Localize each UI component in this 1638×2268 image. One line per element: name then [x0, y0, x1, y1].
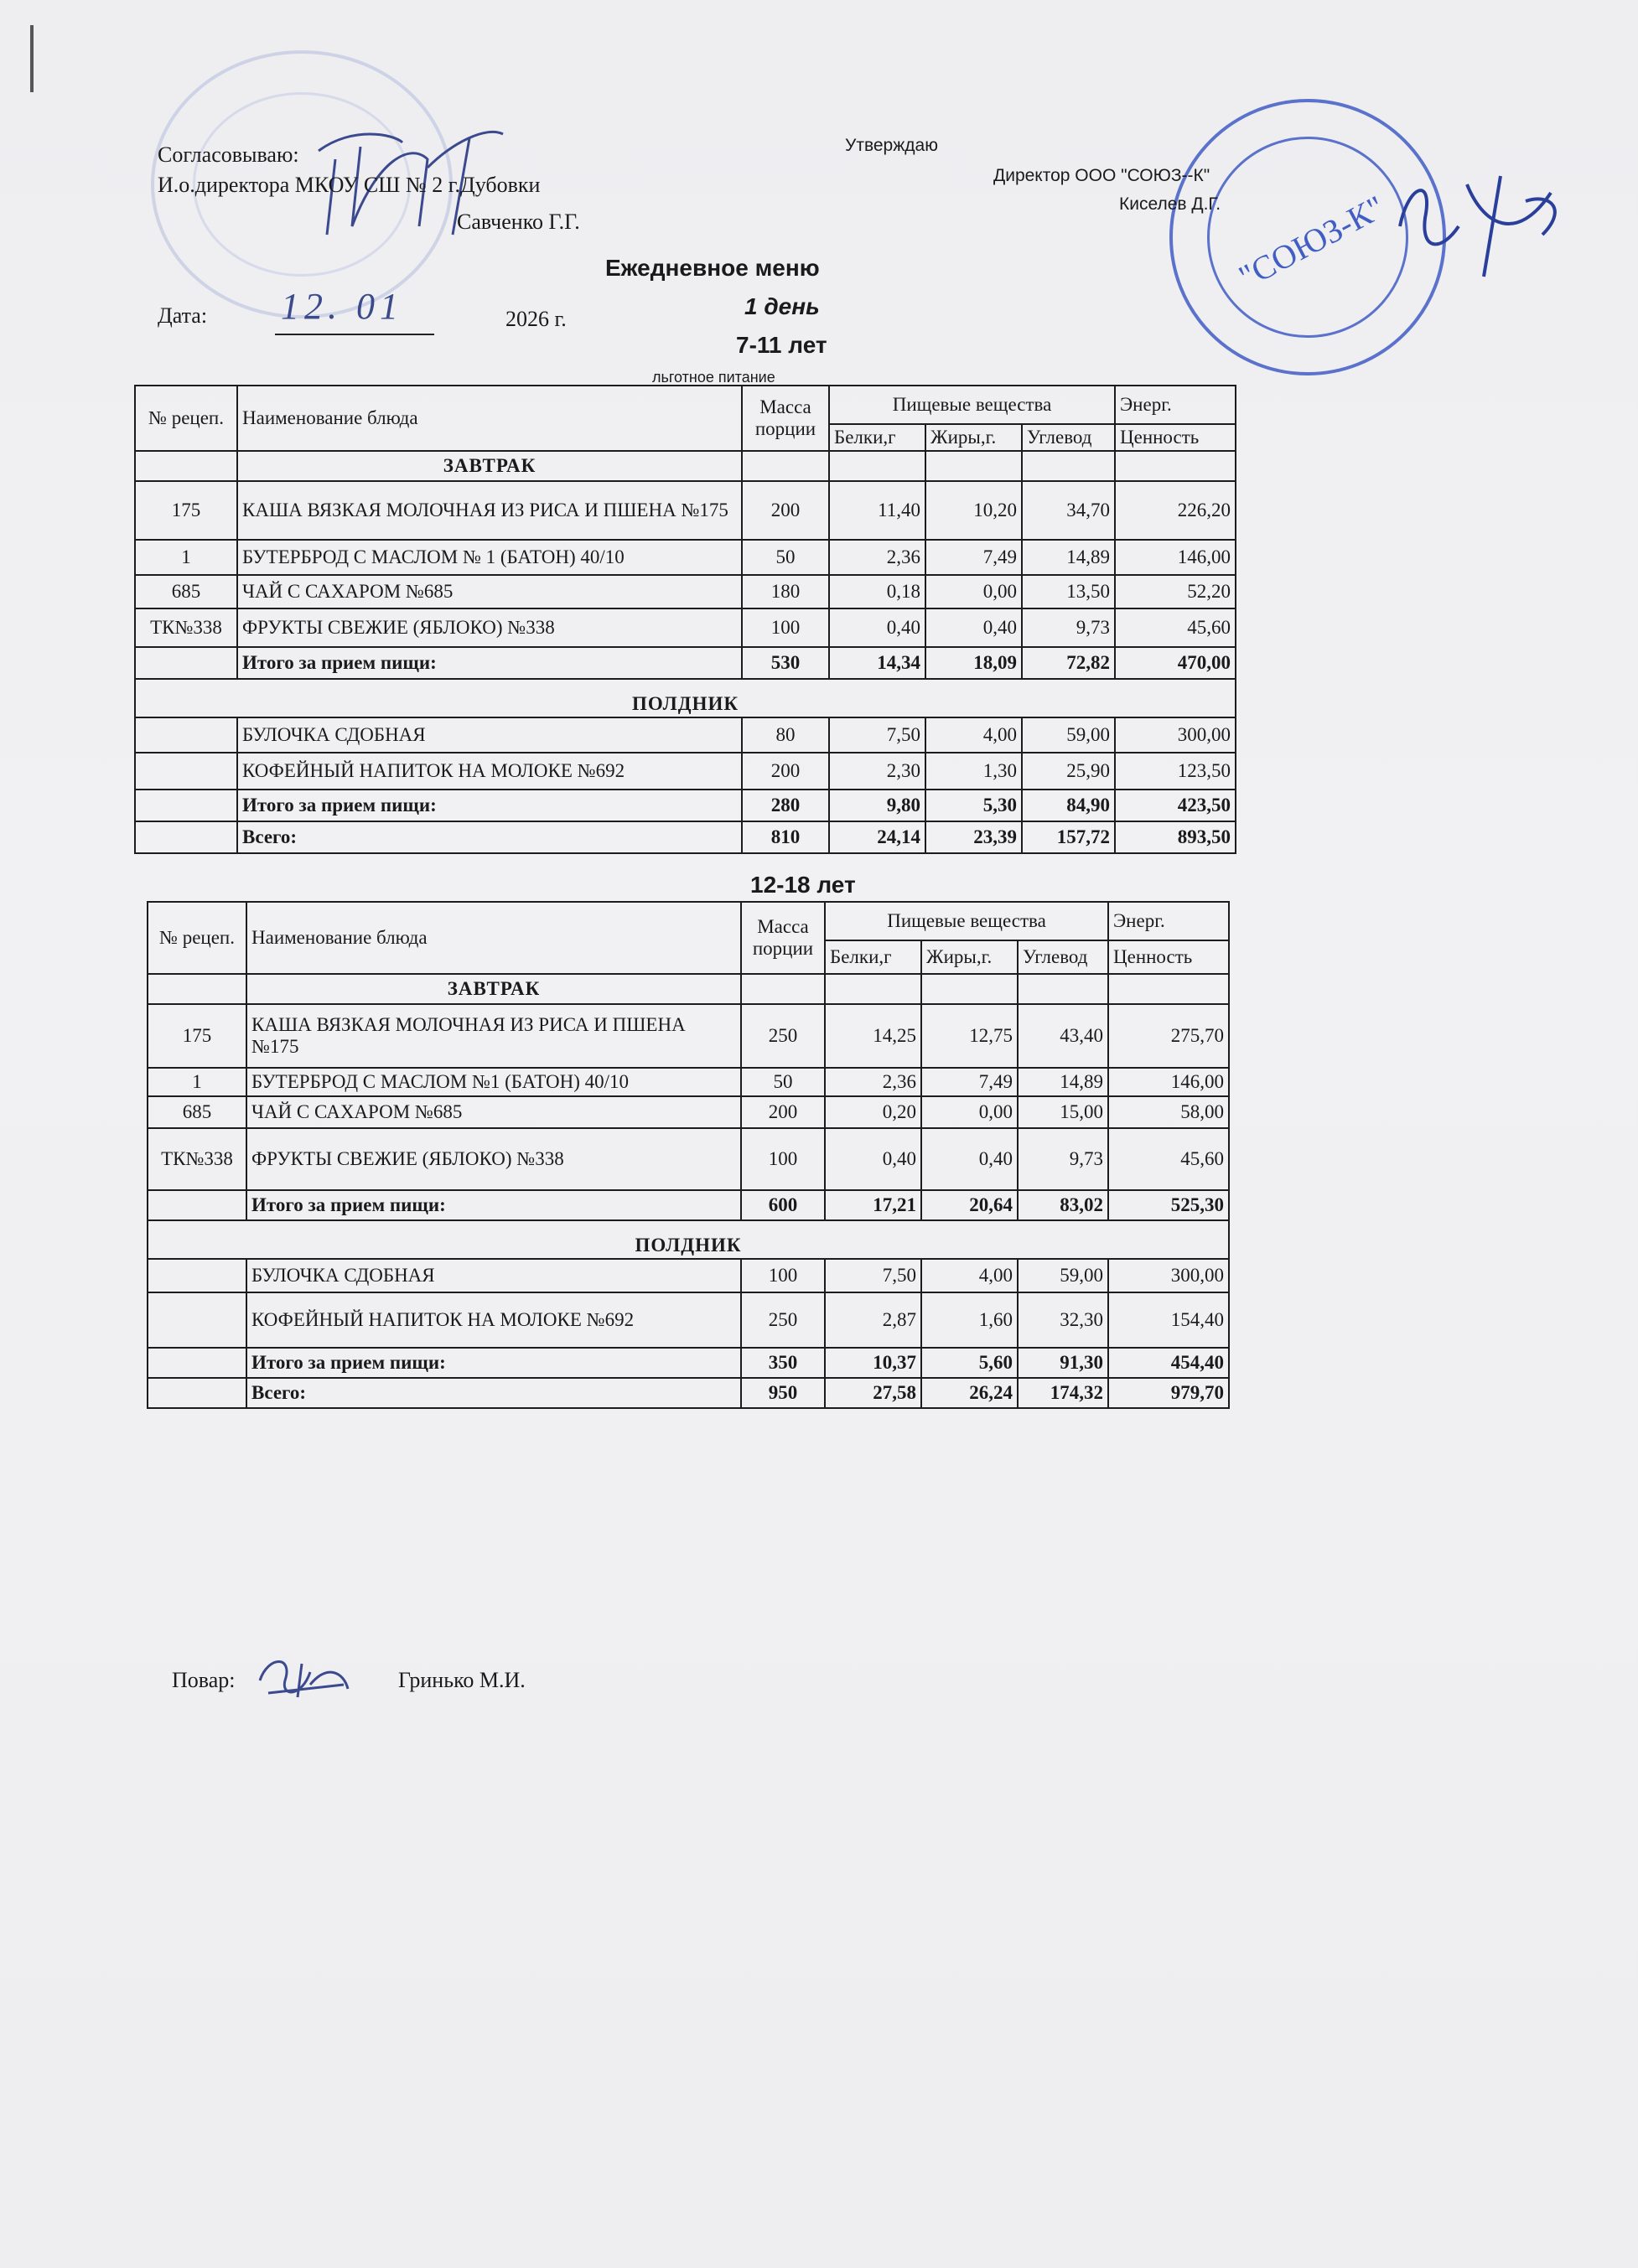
header-energy-bottom: Ценность [1115, 424, 1236, 451]
dish-name: БУЛОЧКА СДОБНАЯ [237, 717, 742, 753]
subtotal-energy: 454,40 [1108, 1348, 1229, 1378]
dish-mass: 50 [742, 540, 829, 575]
grand-total-carbs: 174,32 [1018, 1378, 1108, 1408]
dish-mass: 200 [742, 481, 829, 540]
cook-name: Гринько М.И. [398, 1668, 526, 1692]
subtotal-carbs: 91,30 [1018, 1348, 1108, 1378]
dish-name: КАША ВЯЗКАЯ МОЛОЧНАЯ ИЗ РИСА И ПШЕНА №175 [237, 481, 742, 540]
dish-mass: 100 [741, 1128, 825, 1190]
subtotal-row [148, 1190, 1229, 1220]
subtotal-label: Итого за прием пищи: [237, 790, 742, 821]
subtotal-fat: 5,30 [925, 790, 1022, 821]
grand-total-protein: 27,58 [825, 1378, 921, 1408]
section-title-snack: ПОЛДНИК [135, 679, 1236, 717]
recipe-number: 175 [148, 1004, 246, 1068]
grand-total-fat: 23,39 [925, 821, 1022, 853]
subtotal-protein: 14,34 [829, 647, 925, 679]
dish-name: ЧАЙ С САХАРОМ №685 [246, 1096, 741, 1128]
document-title: Ежедневное меню [605, 255, 820, 281]
table-row [135, 575, 1236, 608]
grand-total-label: Всего: [246, 1378, 741, 1408]
table-row [148, 1259, 1229, 1292]
dish-fat: 1,30 [925, 753, 1022, 790]
dish-mass: 80 [742, 717, 829, 753]
grand-total-row [148, 1378, 1229, 1408]
dish-name: БУТЕРБРОД С МАСЛОМ №1 (БАТОН) 40/10 [246, 1068, 741, 1096]
subtotal-carbs: 83,02 [1018, 1190, 1108, 1220]
subtotal-fat: 20,64 [921, 1190, 1018, 1220]
dish-energy: 146,00 [1108, 1068, 1229, 1096]
dish-mass: 200 [741, 1096, 825, 1128]
recipe-number: 1 [148, 1068, 246, 1096]
grand-total-protein: 24,14 [829, 821, 925, 853]
date-underline [275, 334, 434, 335]
dish-mass: 50 [741, 1068, 825, 1096]
dish-fat: 1,60 [921, 1292, 1018, 1348]
dish-mass: 100 [741, 1259, 825, 1292]
dish-name: ФРУКТЫ СВЕЖИЕ (ЯБЛОКО) №338 [246, 1128, 741, 1190]
table-row [148, 1292, 1229, 1348]
dish-carbs: 9,73 [1018, 1128, 1108, 1190]
dish-carbs: 14,89 [1022, 540, 1115, 575]
dish-carbs: 59,00 [1022, 717, 1115, 753]
header-energy-bottom: Ценность [1108, 940, 1229, 974]
recipe-number: ТК№338 [148, 1128, 246, 1190]
dish-protein: 0,20 [825, 1096, 921, 1128]
subtotal-fat: 18,09 [925, 647, 1022, 679]
age-group-2: 12-18 лет [750, 872, 856, 898]
subtotal-protein: 17,21 [825, 1190, 921, 1220]
date-label: Дата: [158, 303, 208, 328]
approve-label: Утверждаю [845, 136, 938, 155]
approve-signature [1383, 159, 1576, 285]
dish-fat: 0,40 [921, 1128, 1018, 1190]
table-row [148, 1128, 1229, 1190]
menu-table-12-18 [147, 901, 1230, 1409]
subtotal-label: Итого за прием пищи: [237, 647, 742, 679]
subtotal-protein: 10,37 [825, 1348, 921, 1378]
age-group-1: 7-11 лет [736, 332, 827, 358]
header-carbs: Углевод [1022, 424, 1115, 451]
recipe-number [148, 1292, 246, 1348]
section-row-snack [148, 1220, 1229, 1259]
header-protein: Белки,г [829, 424, 925, 451]
dish-protein: 11,40 [829, 481, 925, 540]
recipe-number: 685 [148, 1096, 246, 1128]
dish-protein: 2,30 [829, 753, 925, 790]
subtotal-mass: 530 [742, 647, 829, 679]
dish-energy: 52,20 [1115, 575, 1236, 608]
dish-name: БУЛОЧКА СДОБНАЯ [246, 1259, 741, 1292]
section-row-breakfast [135, 451, 1236, 481]
section-title-breakfast: ЗАВТРАК [237, 451, 742, 481]
subtotal-carbs: 84,90 [1022, 790, 1115, 821]
recipe-number: 685 [135, 575, 237, 608]
dish-carbs: 9,73 [1022, 608, 1115, 647]
header-energy-top: Энерг. [1115, 386, 1236, 424]
grand-total-energy: 979,70 [1108, 1378, 1229, 1408]
recipe-number [148, 1259, 246, 1292]
header-fat: Жиры,г. [925, 424, 1022, 451]
recipe-number [135, 753, 237, 790]
grand-total-carbs: 157,72 [1022, 821, 1115, 853]
dish-energy: 146,00 [1115, 540, 1236, 575]
grand-total-energy: 893,50 [1115, 821, 1236, 853]
table-row [148, 1096, 1229, 1128]
subtotal-mass: 280 [742, 790, 829, 821]
table-row [148, 1068, 1229, 1096]
header-carbs: Углевод [1018, 940, 1108, 974]
table1-subtitle: льготное питание [652, 369, 775, 386]
recipe-number [135, 717, 237, 753]
agree-position: И.о.директора МКОУ СШ № 2 г.Дубовки [158, 173, 541, 197]
section-title-snack: ПОЛДНИК [148, 1220, 1229, 1259]
subtotal-mass: 350 [741, 1348, 825, 1378]
header-mass: Масса порции [741, 902, 825, 974]
subtotal-row [148, 1348, 1229, 1378]
dish-protein: 2,36 [829, 540, 925, 575]
header-nutrients: Пищевые вещества [825, 902, 1108, 940]
dish-carbs: 25,90 [1022, 753, 1115, 790]
subtotal-label: Итого за прием пищи: [246, 1190, 741, 1220]
day-label: 1 день [744, 293, 820, 319]
dish-fat: 7,49 [925, 540, 1022, 575]
dish-fat: 4,00 [925, 717, 1022, 753]
section-row-snack [135, 679, 1236, 717]
dish-fat: 12,75 [921, 1004, 1018, 1068]
company-stamp-text: "СОЮЗ-К" [1232, 188, 1391, 296]
dish-fat: 0,00 [925, 575, 1022, 608]
grand-total-mass: 950 [741, 1378, 825, 1408]
dish-mass: 200 [742, 753, 829, 790]
dish-name: КАША ВЯЗКАЯ МОЛОЧНАЯ ИЗ РИСА И ПШЕНА №175 [246, 1004, 741, 1068]
header-dish: Наименование блюда [237, 386, 742, 451]
subtotal-carbs: 72,82 [1022, 647, 1115, 679]
table-row [135, 608, 1236, 647]
header-recipe: № рецеп. [148, 902, 246, 974]
recipe-number: ТК№338 [135, 608, 237, 647]
menu-table-7-11 [134, 385, 1236, 854]
subtotal-mass: 600 [741, 1190, 825, 1220]
subtotal-energy: 525,30 [1108, 1190, 1229, 1220]
dish-carbs: 59,00 [1018, 1259, 1108, 1292]
dish-energy: 45,60 [1115, 608, 1236, 647]
dish-carbs: 32,30 [1018, 1292, 1108, 1348]
subtotal-label: Итого за прием пищи: [246, 1348, 741, 1378]
cook-signature [251, 1647, 352, 1706]
year-label: 2026 г. [505, 307, 567, 331]
page-edge-mark [30, 25, 34, 92]
agree-label: Согласовываю: [158, 142, 299, 167]
dish-fat: 4,00 [921, 1259, 1018, 1292]
dish-energy: 45,60 [1108, 1128, 1229, 1190]
dish-fat: 10,20 [925, 481, 1022, 540]
dish-protein: 14,25 [825, 1004, 921, 1068]
section-row-breakfast [148, 974, 1229, 1004]
subtotal-energy: 470,00 [1115, 647, 1236, 679]
dish-carbs: 34,70 [1022, 481, 1115, 540]
table-row [148, 1004, 1229, 1068]
dish-protein: 0,40 [829, 608, 925, 647]
dish-energy: 226,20 [1115, 481, 1236, 540]
header-protein: Белки,г [825, 940, 921, 974]
dish-protein: 7,50 [825, 1259, 921, 1292]
table-header-row [135, 386, 1236, 424]
dish-energy: 300,00 [1108, 1259, 1229, 1292]
header-energy-top: Энерг. [1108, 902, 1229, 940]
dish-protein: 7,50 [829, 717, 925, 753]
recipe-number: 1 [135, 540, 237, 575]
subtotal-energy: 423,50 [1115, 790, 1236, 821]
dish-fat: 0,00 [921, 1096, 1018, 1128]
section-title-breakfast: ЗАВТРАК [246, 974, 741, 1004]
header-mass: Масса порции [742, 386, 829, 451]
dish-energy: 123,50 [1115, 753, 1236, 790]
dish-mass: 180 [742, 575, 829, 608]
dish-name: КОФЕЙНЫЙ НАПИТОК НА МОЛОКЕ №692 [246, 1292, 741, 1348]
dish-name: ЧАЙ С САХАРОМ №685 [237, 575, 742, 608]
approve-name: Киселев Д.Г. [1119, 194, 1221, 214]
table-row [135, 753, 1236, 790]
subtotal-fat: 5,60 [921, 1348, 1018, 1378]
dish-carbs: 14,89 [1018, 1068, 1108, 1096]
table-row [135, 481, 1236, 540]
grand-total-mass: 810 [742, 821, 829, 853]
header-dish: Наименование блюда [246, 902, 741, 974]
dish-mass: 100 [742, 608, 829, 647]
dish-mass: 250 [741, 1004, 825, 1068]
subtotal-row [135, 647, 1236, 679]
header-nutrients: Пищевые вещества [829, 386, 1115, 424]
header-recipe: № рецеп. [135, 386, 237, 451]
dish-energy: 154,40 [1108, 1292, 1229, 1348]
table-row [135, 717, 1236, 753]
subtotal-protein: 9,80 [829, 790, 925, 821]
header-fat: Жиры,г. [921, 940, 1018, 974]
agree-name: Савченко Г.Г. [457, 210, 580, 234]
recipe-number: 175 [135, 481, 237, 540]
dish-name: ФРУКТЫ СВЕЖИЕ (ЯБЛОКО) №338 [237, 608, 742, 647]
grand-total-label: Всего: [237, 821, 742, 853]
dish-fat: 0,40 [925, 608, 1022, 647]
date-value: 12. 01 [281, 286, 403, 327]
cook-label: Повар: [172, 1668, 236, 1692]
grand-total-fat: 26,24 [921, 1378, 1018, 1408]
dish-energy: 58,00 [1108, 1096, 1229, 1128]
dish-carbs: 43,40 [1018, 1004, 1108, 1068]
dish-name: КОФЕЙНЫЙ НАПИТОК НА МОЛОКЕ №692 [237, 753, 742, 790]
dish-protein: 2,36 [825, 1068, 921, 1096]
dish-mass: 250 [741, 1292, 825, 1348]
grand-total-row [135, 821, 1236, 853]
dish-carbs: 15,00 [1018, 1096, 1108, 1128]
dish-energy: 300,00 [1115, 717, 1236, 753]
dish-protein: 0,40 [825, 1128, 921, 1190]
approve-position: Директор ООО "СОЮЗ--К" [993, 166, 1210, 185]
table-row [135, 540, 1236, 575]
dish-name: БУТЕРБРОД С МАСЛОМ № 1 (БАТОН) 40/10 [237, 540, 742, 575]
subtotal-row [135, 790, 1236, 821]
dish-protein: 2,87 [825, 1292, 921, 1348]
dish-carbs: 13,50 [1022, 575, 1115, 608]
table-header-row [148, 902, 1229, 940]
dish-fat: 7,49 [921, 1068, 1018, 1096]
dish-protein: 0,18 [829, 575, 925, 608]
dish-energy: 275,70 [1108, 1004, 1229, 1068]
